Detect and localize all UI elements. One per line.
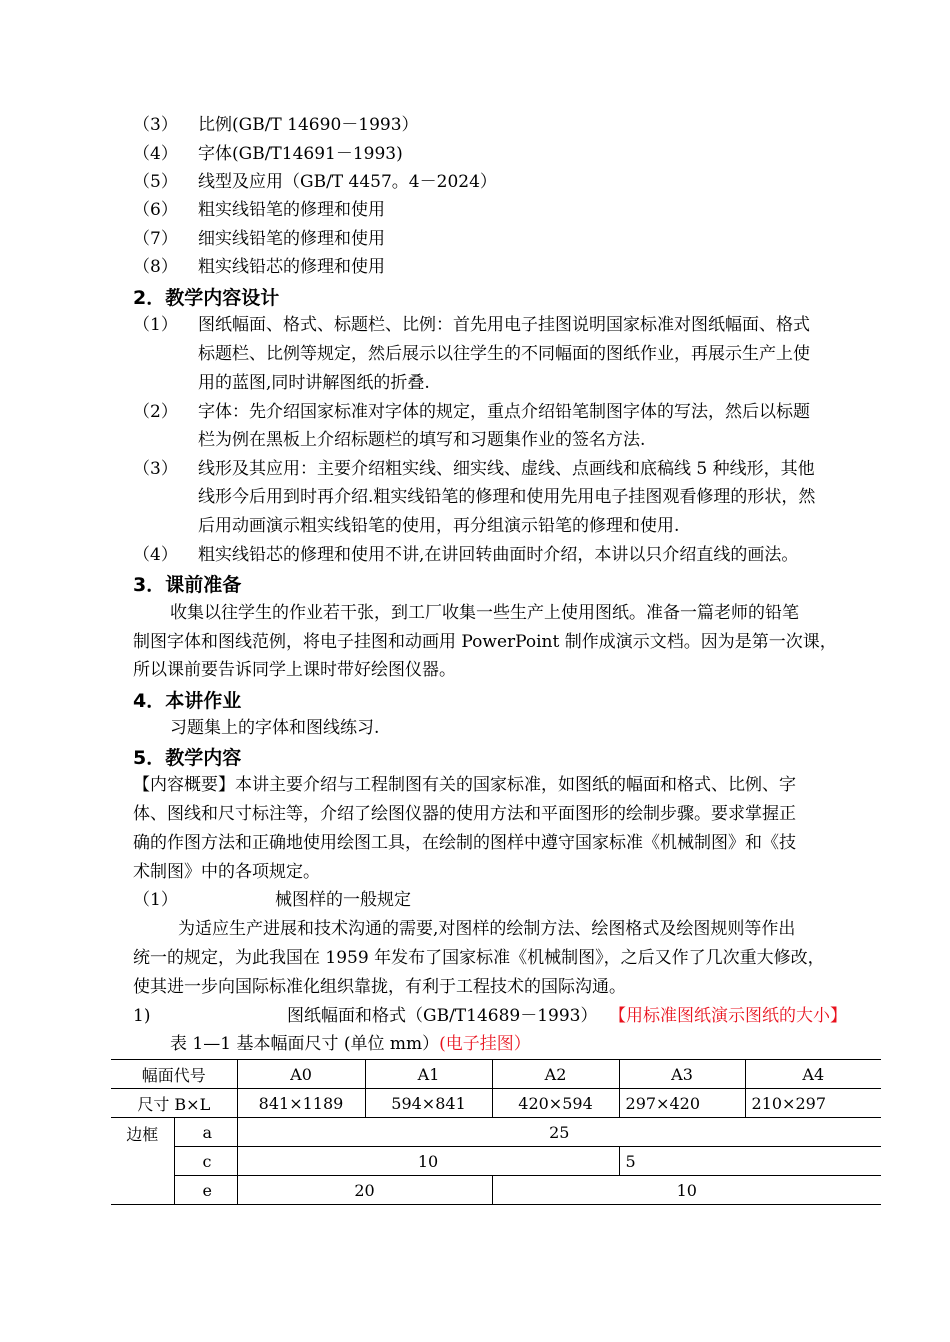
paragraph-line: 统一的规定，为此我国在 1959 年发布了国家标准《机械制图》，之后又作了几次重大修改， <box>133 948 825 968</box>
table-cell: A0 <box>237 1060 365 1089</box>
paragraph-line: 使其进一步向国际标准化组织靠拢，有利于工程技术的国际沟通。 <box>133 977 626 997</box>
table-cell: A3 <box>619 1060 745 1089</box>
summary-line: 体、图线和尺寸标注等，介绍了绘图仪器的使用方法和平面图形的绘制步骤。要求掌握正 <box>133 804 796 824</box>
table-row <box>111 1176 881 1205</box>
table-header-row <box>111 1060 881 1089</box>
table-cell: A2 <box>492 1060 619 1089</box>
table-cell: A1 <box>365 1060 492 1089</box>
table-caption: 表 1—1 基本幅面尺寸 (单位 mm）(电子挂图） <box>170 1034 531 1054</box>
summary-line: 【内容概要】本讲主要介绍与工程制图有关的国家标准，如图纸的幅面和格式、比例、字 <box>133 775 796 795</box>
table-row <box>111 1089 881 1118</box>
table-cell: 841×1189 <box>237 1089 365 1118</box>
section-heading: 5．教学内容 <box>133 747 242 769</box>
table-cell: 幅面代号 <box>111 1060 237 1089</box>
table-cell: 20 <box>237 1176 492 1205</box>
paragraph-line: 所以课前要告诉同学上课时带好绘图仪器。 <box>133 660 456 680</box>
table-cell: c <box>174 1147 237 1176</box>
table-row <box>111 1118 881 1147</box>
table-cell: 25 <box>237 1118 881 1147</box>
table-cell: A4 <box>745 1060 881 1089</box>
summary-line: 确的作图方法和正确地使用绘图工具，在绘制的图样中遵守国家标准《机械制图》和《技 <box>133 833 796 853</box>
summary-line: 术制图》中的各项规定。 <box>133 862 320 882</box>
table-cell: 5 <box>619 1147 881 1176</box>
table-cell: 420×594 <box>492 1089 619 1118</box>
paper-size-table <box>111 1059 881 1205</box>
paragraph-line: 收集以往学生的作业若干张，到工厂收集一些生产上使用图纸。准备一篇老师的铅笔 <box>170 603 799 623</box>
table-cell: a <box>174 1118 237 1147</box>
table-cell: 边框 <box>111 1118 174 1205</box>
table-cell: e <box>174 1176 237 1205</box>
paragraph-line: 制图字体和图线范例，将电子挂图和动画用 PowerPoint 制作成演示文档。因为是第一次课， <box>133 632 837 652</box>
section-heading: 4．本讲作业 <box>133 690 242 712</box>
table-cell: 尺寸 B×L <box>111 1089 237 1118</box>
table-cell: 10 <box>237 1147 619 1176</box>
section-heading: 2．教学内容设计 <box>133 287 280 309</box>
table-cell: 594×841 <box>365 1089 492 1118</box>
paragraph-line: 习题集上的字体和图线练习. <box>170 718 380 738</box>
table-row <box>111 1147 881 1176</box>
table-cell: 297×420 <box>619 1089 745 1118</box>
paragraph-line: 为适应生产进展和技术沟通的需要,对图样的绘制方法、绘图格式及绘图规则等作出 <box>178 919 796 939</box>
table-cell: 10 <box>492 1176 881 1205</box>
section-heading: 3．课前准备 <box>133 574 242 596</box>
table-cell: 210×297 <box>745 1089 881 1118</box>
